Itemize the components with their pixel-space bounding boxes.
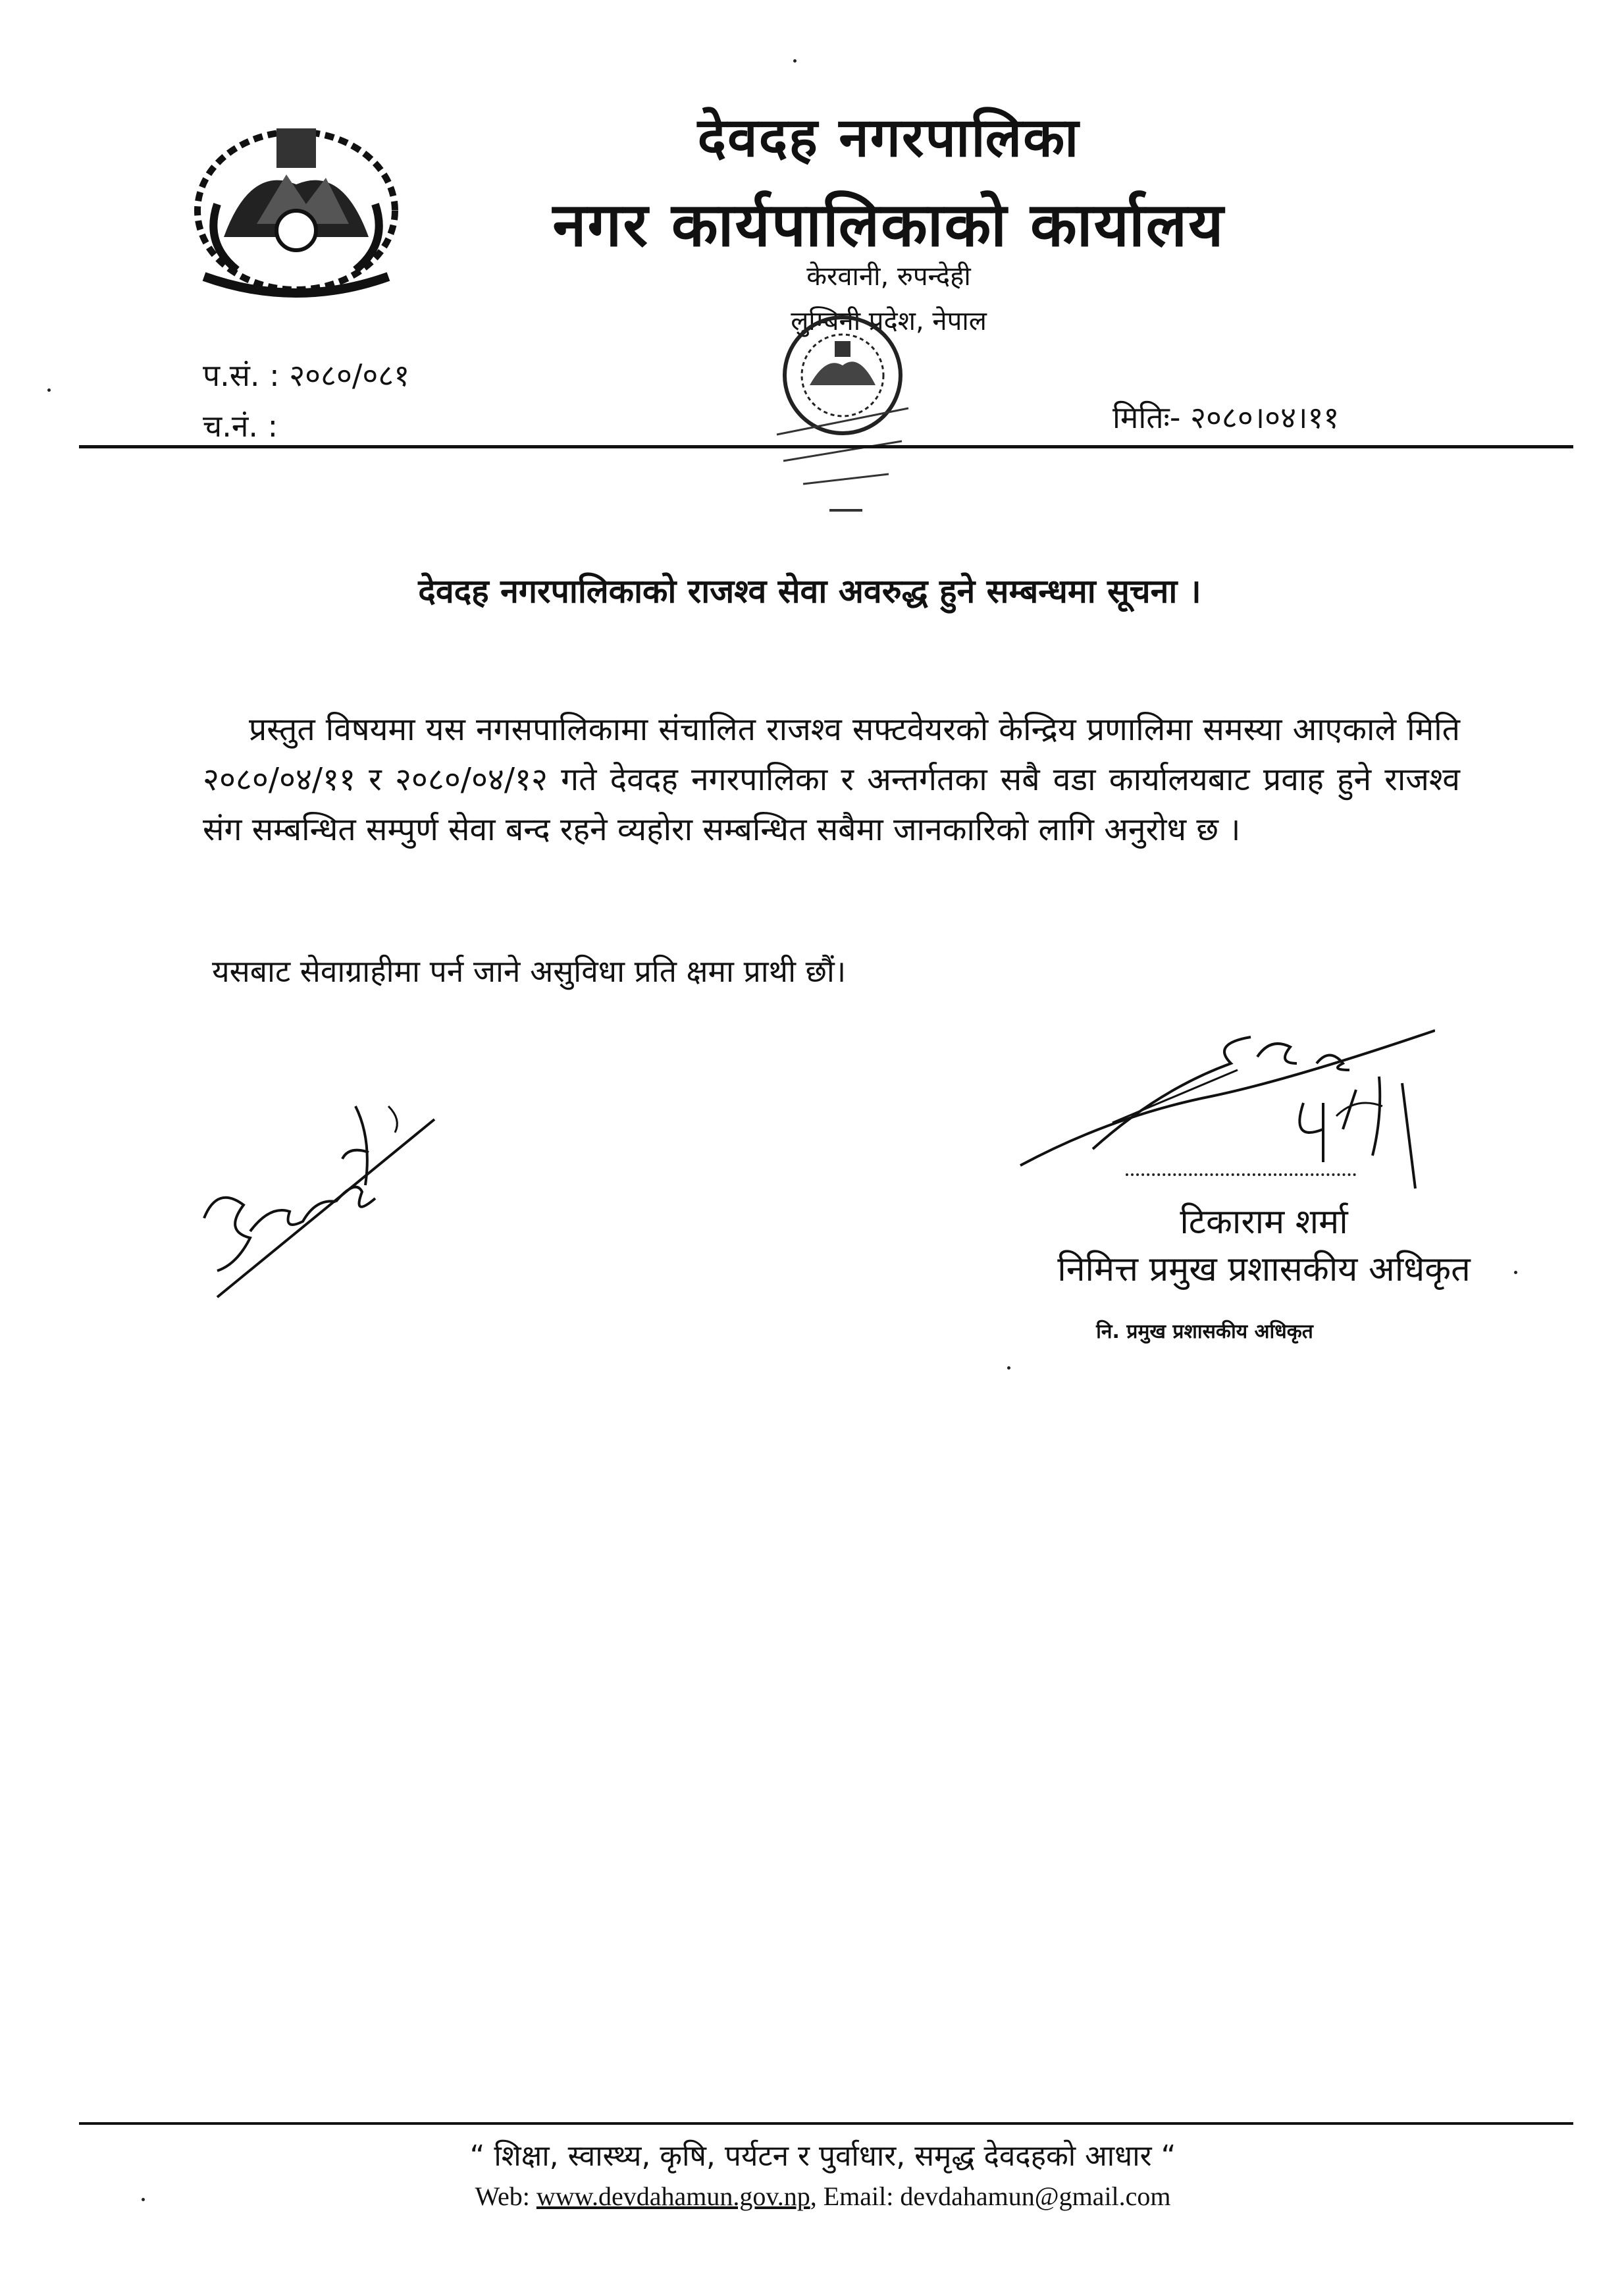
- scan-speck: [1514, 1271, 1517, 1274]
- email-address[interactable]: devdahamun@gmail.com: [900, 2181, 1171, 2211]
- signature-left-icon: [191, 1080, 454, 1317]
- nepal-emblem-icon: [178, 112, 415, 309]
- header-divider: [79, 445, 1573, 448]
- signatory-name: टिकाराम शर्मा: [1180, 1202, 1348, 1242]
- notice-body: प्रस्तुत विषयमा यस नगसपालिकामा संचालित राजश्व सफ्टवेयरको केन्द्रिय प्रणालिमा समस्या आएकाले मिति २०८०/०४/११ र २०८०/०४/१२ गते देवदह नगरपालिका र अन्तर्गतका सबै वडा कार्यालयबाट प्रवाह हुने राजश्व संग सम्बन्धित सम्पुर्ण सेवा बन्द रहने व्यहोरा सम्बन्धित सबैमा जानकारिको लागि अनुरोध छ ।: [203, 711, 1460, 848]
- footer-motto: “ शिक्षा, स्वास्थ्य, कृषि, पर्यटन र पुर्वाधार, समृद्ध देवदहको आधार “: [469, 2139, 1176, 2173]
- scan-speck: [1007, 1366, 1010, 1370]
- reference-number: प.सं. : २०८०/०८१: [203, 358, 410, 393]
- email-label: , Email:: [810, 2181, 894, 2211]
- letter-date: मितिः- २०८०।०४।११: [1112, 400, 1340, 435]
- chalani-number: च.नं. :: [203, 408, 278, 444]
- municipality-name: देवदह नगरपालिका: [697, 107, 1080, 169]
- footer-divider: [79, 2122, 1573, 2125]
- scan-speck: [793, 59, 797, 63]
- notice-subject: देवदह नगरपालिकाको राजश्व सेवा अवरुद्ध हुने सम्बन्धमा सूचना ।: [418, 572, 1201, 610]
- scan-speck: [142, 2198, 145, 2201]
- website-link[interactable]: www.devdahamun.gov.np: [536, 2181, 810, 2211]
- address-line-1: केरवानी, रुपन्देही: [806, 261, 971, 292]
- signature-dotted-line: [1126, 1173, 1356, 1176]
- footer-contact: [197, 2181, 1448, 2212]
- signatory-designation: निमित्त प्रमुख प्रशासकीय अधिकृत: [1057, 1250, 1471, 1289]
- address-line-2: लुम्बिनी प्रदेश, नेपाल: [791, 306, 987, 336]
- designation-seal: नि. प्रमुख प्रशासकीय अधिकृत: [1096, 1320, 1313, 1343]
- web-label: Web:: [475, 2181, 530, 2211]
- apology-line: यसबाट सेवाग्राहीमा पर्न जाने असुविधा प्रति क्षमा प्राथी छौं।: [212, 953, 847, 989]
- scan-speck: [47, 388, 51, 392]
- office-stamp-icon: [737, 309, 948, 533]
- office-name: नगर कार्यपालिकाको कार्यालय: [552, 190, 1225, 260]
